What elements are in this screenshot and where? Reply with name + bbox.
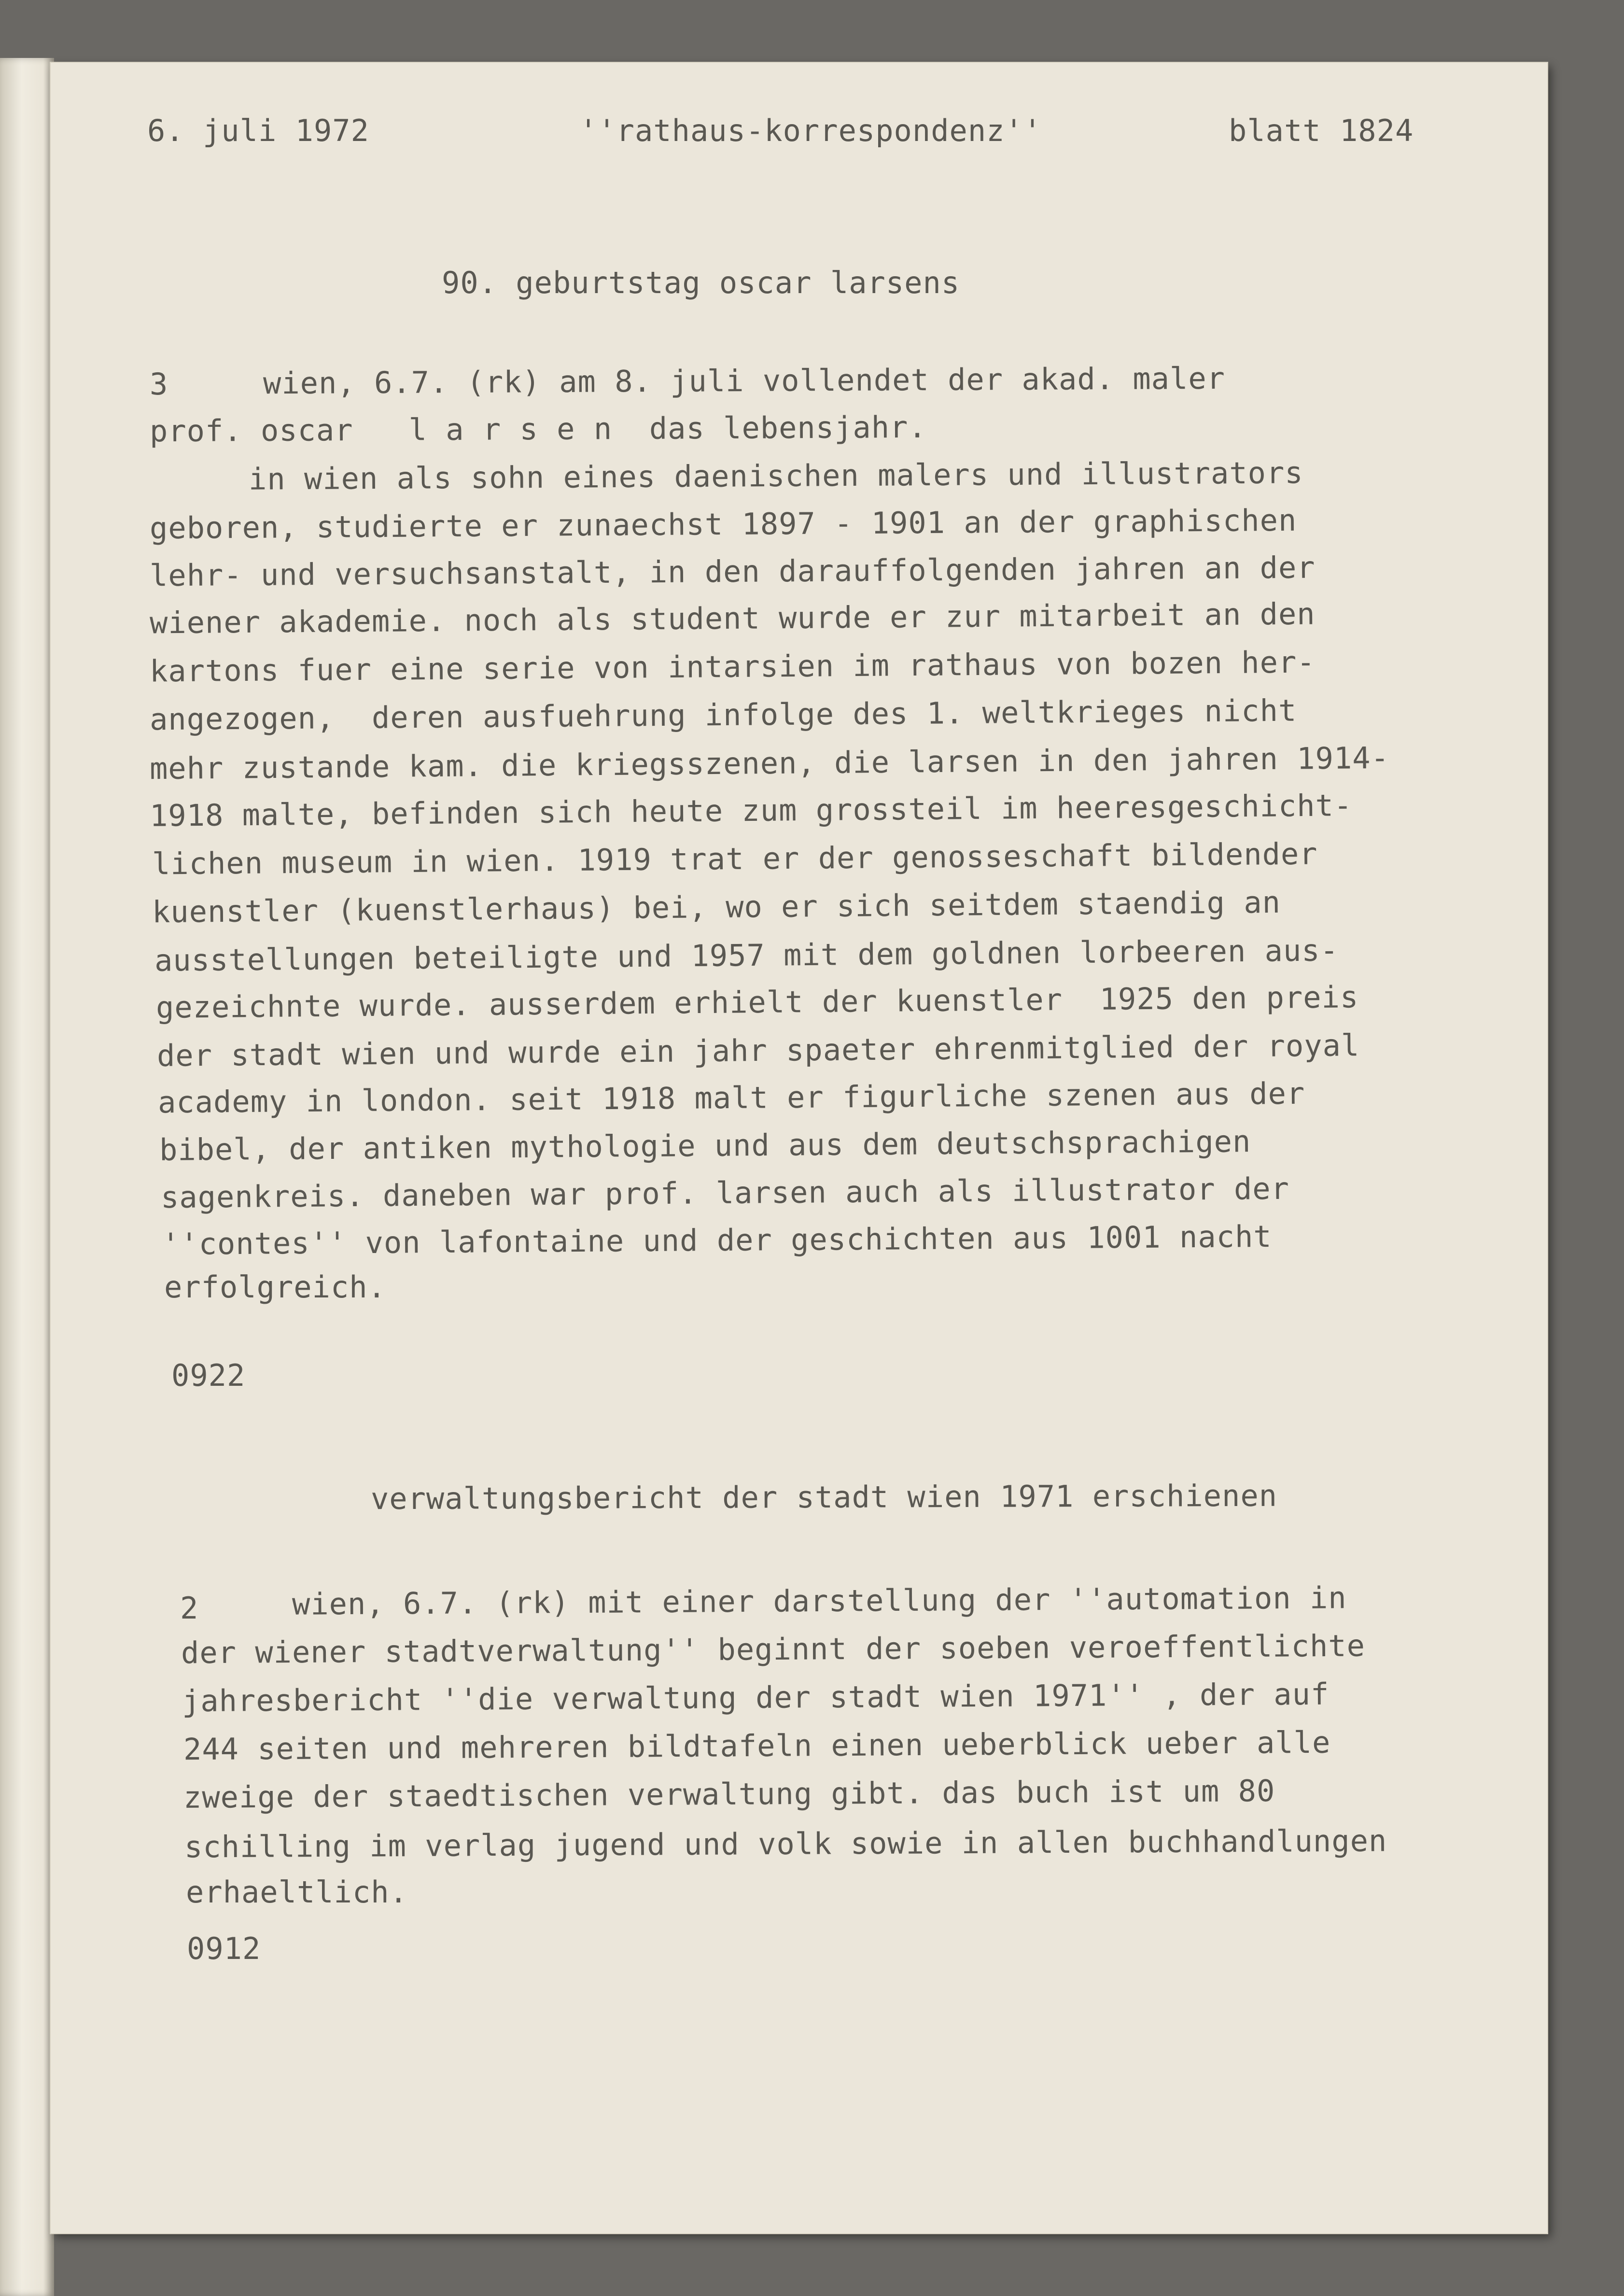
article1-line: kartons fuer eine serie von intarsien im rathaus von bozen her- [149,644,1316,689]
article1-line: wien, 6.7. (rk) am 8. juli vollendet der akad. maler [263,360,1226,401]
facing-page-edge [0,58,54,2296]
article1-line: angezogen, deren ausfuehrung infolge des 1. weltkrieges nicht [149,692,1297,737]
article1-line: bibel, der antiken mythologie und aus dem deutschsprachigen [159,1124,1251,1168]
article2-line: schilling im verlag jugend und volk sowie in allen buchhandlungen [184,1823,1387,1865]
article2-line: erhaeltlich. [186,1874,408,1910]
article1-line: mehr zustande kam. die kriegsszenen, die larsen in den jahren 1914- [149,740,1390,787]
article1-line: academy in london. seit 1918 malt er figurliche szenen aus der [157,1075,1305,1120]
article1-line: in wien als sohn eines daenischen malers und illustrators [248,455,1303,497]
article1-line: prof. oscar l a r s e n das lebensjahr. [149,409,927,449]
document-page [51,63,1547,2233]
article1-line: 1918 malte, befinden sich heute zum grossteil im heeresgeschicht- [149,788,1353,833]
article1-number: 3 [150,366,168,402]
article2-code: 0912 [187,1931,261,1966]
article2-line: zweige der staedtischen verwaltung gibt. das buch ist um 80 [183,1773,1275,1815]
article2-line: der wiener stadtverwaltung'' beginnt der soeben veroeffentlichte [181,1628,1366,1671]
article2-line: jahresbericht ''die verwaltung der stadt wien 1971'' , der auf [182,1676,1330,1719]
article1-line: erfolgreich. [164,1269,386,1305]
header-publication: ''rathaus-korrespondenz'' [579,113,1042,148]
article2-title: verwaltungsbericht der stadt wien 1971 erschienen [370,1478,1278,1517]
article2-line: wien, 6.7. (rk) mit einer darstellung der ''automation in [292,1580,1347,1622]
article2-number: 2 [180,1591,199,1626]
article1-line: ausstellungen beteiligte und 1957 mit dem goldnen lorbeeren aus- [154,932,1339,978]
article1-line: wiener akademie. noch als student wurde er zur mitarbeit an den [149,596,1316,641]
article1-line: lehr- und versuchsanstalt, in den darauffolgenden jahren an der [149,549,1316,593]
header-date: 6. juli 1972 [147,113,369,148]
article2-line: 244 seiten und mehreren bildtafeln einen ueberblick ueber alle [183,1724,1331,1767]
article1-line: lichen museum in wien. 1919 trat er der genosseschaft bildender [152,836,1318,882]
article1-line: der stadt wien und wurde ein jahr spaeter ehrenmitglied der royal [156,1028,1360,1073]
article1-line: kuenstler (kuenstlerhaus) bei, wo er sich seitdem staendig an [152,884,1281,930]
article1-line: ''contes'' von lafontaine und der geschichten aus 1001 nacht [161,1218,1272,1262]
article1-line: sagenkreis. daneben war prof. larsen auch als illustrator der [160,1170,1290,1215]
article1-code: 0922 [171,1358,246,1393]
header-sheet: blatt 1824 [1229,113,1414,148]
article1-title: 90. geburtstag oscar larsens [442,265,960,300]
article1-line: gezeichnte wurde. ausserdem erhielt der kuenstler 1925 den preis [155,979,1359,1025]
article1-line: geboren, studierte er zunaechst 1897 - 1901 an der graphischen [149,502,1297,546]
